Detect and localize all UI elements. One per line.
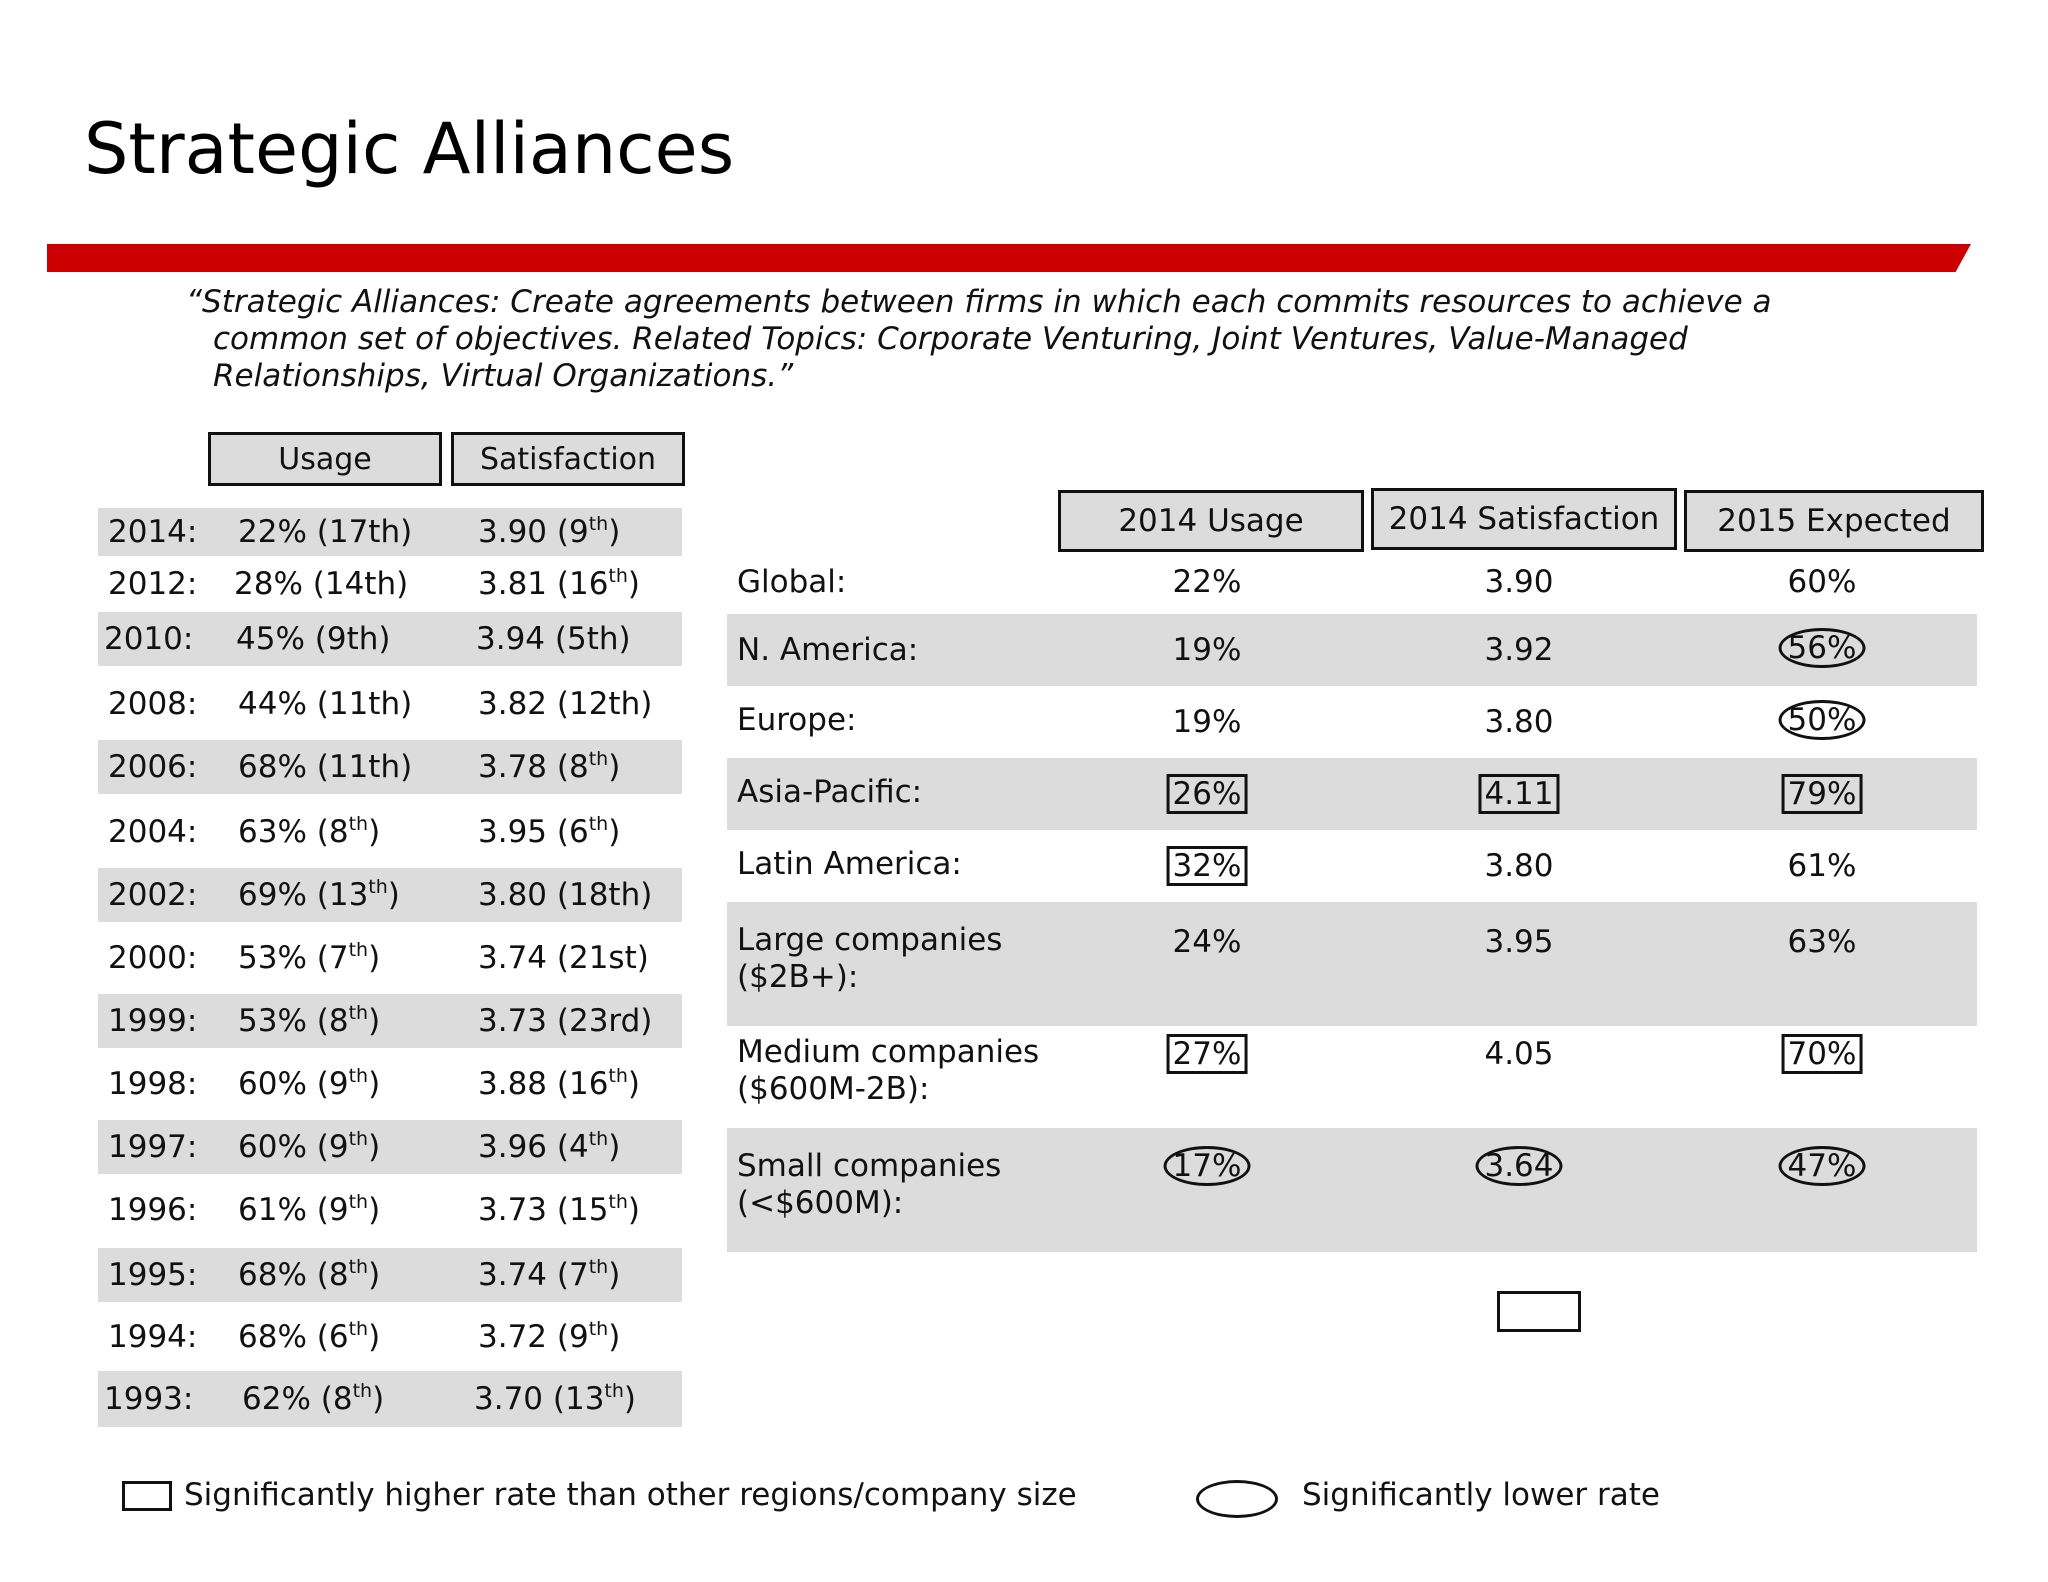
quote-line-2: common set of objectives. Related Topics: Corporate Venturing, Joint Ventures, Value-Managed	[213, 321, 1688, 357]
history-satisfaction: 3.90 (9th)	[478, 513, 621, 550]
history-usage: 28% (14th)	[234, 566, 409, 602]
history-usage: 44% (11th)	[238, 686, 413, 722]
region-satisfaction: 3.95	[1484, 924, 1554, 960]
region-label: Medium companies ($600M-2B):	[737, 1034, 1040, 1107]
region-expected: 50%	[1779, 700, 1866, 740]
region-row-small-companies	[727, 1128, 1977, 1252]
region-satisfaction: 4.11	[1478, 774, 1559, 814]
history-row	[98, 558, 682, 610]
history-row	[98, 868, 682, 922]
history-usage: 68% (6th)	[238, 1318, 381, 1355]
history-usage: 68% (8th)	[238, 1256, 381, 1293]
history-row	[98, 612, 682, 666]
region-satisfaction: 3.92	[1484, 632, 1554, 668]
history-year: 2014:	[108, 514, 198, 550]
history-row	[98, 932, 682, 984]
history-row	[98, 1248, 682, 1302]
history-usage-header: Usage	[208, 432, 442, 486]
history-satisfaction: 3.73 (23rd)	[478, 1003, 653, 1039]
history-usage: 68% (11th)	[238, 749, 413, 785]
region-usage: 17%	[1164, 1146, 1251, 1186]
history-usage: 60% (9th)	[238, 1128, 381, 1165]
region-label: Latin America:	[737, 846, 962, 882]
history-usage: 53% (8th)	[238, 1002, 381, 1039]
history-year: 2008:	[108, 686, 198, 722]
region-expected: 60%	[1787, 564, 1857, 600]
history-row	[98, 1311, 682, 1363]
region-usage-header: 2014 Usage	[1058, 490, 1364, 552]
empty-rectangle-shape	[1497, 1291, 1581, 1332]
region-row-north-america	[727, 614, 1977, 686]
history-satisfaction: 3.78 (8th)	[478, 748, 621, 785]
region-label: Asia-Pacific:	[737, 774, 923, 810]
history-satisfaction: 3.81 (16th)	[478, 565, 641, 602]
history-year: 2006:	[108, 749, 198, 785]
history-row	[98, 1371, 682, 1427]
region-expected-header: 2015 Expected	[1684, 490, 1984, 552]
region-satisfaction-header: 2014 Satisfaction	[1371, 488, 1677, 550]
history-satisfaction: 3.96 (4th)	[478, 1128, 621, 1165]
history-row	[98, 994, 682, 1048]
region-label: Large companies ($2B+):	[737, 922, 1003, 995]
history-satisfaction: 3.80 (18th)	[478, 877, 653, 913]
history-row	[98, 678, 682, 730]
region-label: Europe:	[737, 702, 857, 738]
legend-lower-text: Significantly lower rate	[1302, 1477, 1660, 1513]
region-usage: 19%	[1172, 704, 1242, 740]
region-satisfaction: 3.80	[1484, 848, 1554, 884]
region-usage: 27%	[1167, 1034, 1248, 1074]
region-usage: 32%	[1167, 846, 1248, 886]
region-row-europe	[727, 686, 1977, 758]
title-divider-bar	[47, 244, 1971, 272]
history-usage: 22% (17th)	[238, 514, 413, 550]
region-label: Small companies (<$600M):	[737, 1148, 1002, 1221]
history-row	[98, 1120, 682, 1174]
history-usage: 53% (7th)	[238, 939, 381, 976]
region-satisfaction: 3.80	[1484, 704, 1554, 740]
history-row	[98, 508, 682, 556]
region-satisfaction: 4.05	[1484, 1036, 1554, 1072]
quote-line-1: “Strategic Alliances: Create agreements between firms in which each commits resources to achieve a	[186, 284, 1772, 320]
history-year: 1998:	[108, 1066, 198, 1102]
region-expected: 79%	[1782, 774, 1863, 814]
history-year: 1996:	[108, 1192, 198, 1228]
history-year: 1994:	[108, 1319, 198, 1355]
region-row-medium-companies	[727, 1026, 1977, 1128]
lower-rate-oval-icon	[1196, 1480, 1278, 1518]
region-expected: 70%	[1782, 1034, 1863, 1074]
region-label: Global:	[737, 564, 847, 600]
history-satisfaction: 3.88 (16th)	[478, 1065, 641, 1102]
region-satisfaction: 3.64	[1475, 1146, 1562, 1186]
history-satisfaction: 3.94 (5th)	[476, 621, 631, 657]
page-title: Strategic Alliances	[84, 108, 735, 190]
region-row-large-companies	[727, 902, 1977, 1026]
history-row	[98, 1058, 682, 1110]
history-satisfaction: 3.72 (9th)	[478, 1318, 621, 1355]
legend-higher-text: Significantly higher rate than other regions/company size	[184, 1477, 1077, 1513]
history-year: 1997:	[108, 1129, 198, 1165]
history-year: 2004:	[108, 814, 198, 850]
history-satisfaction: 3.82 (12th)	[478, 686, 653, 722]
history-row	[98, 806, 682, 858]
region-row-asia-pacific	[727, 758, 1977, 830]
region-usage: 22%	[1172, 564, 1242, 600]
history-satisfaction: 3.70 (13th)	[474, 1380, 637, 1417]
history-usage: 69% (13th)	[238, 876, 400, 913]
history-satisfaction: 3.74 (21st)	[478, 940, 649, 976]
higher-rate-rectangle-icon	[122, 1481, 172, 1511]
region-satisfaction: 3.90	[1484, 564, 1554, 600]
definition-quote	[186, 284, 1786, 395]
history-year: 2002:	[108, 877, 198, 913]
history-usage: 60% (9th)	[238, 1065, 381, 1102]
history-usage: 61% (9th)	[238, 1191, 381, 1228]
history-row	[98, 740, 682, 794]
history-satisfaction-header: Satisfaction	[451, 432, 685, 486]
region-usage: 26%	[1167, 774, 1248, 814]
region-expected: 56%	[1779, 628, 1866, 668]
region-expected: 61%	[1787, 848, 1857, 884]
history-usage: 62% (8th)	[242, 1380, 385, 1417]
region-label: N. America:	[737, 632, 919, 668]
history-year: 2010:	[104, 621, 194, 657]
history-usage: 63% (8th)	[238, 813, 381, 850]
history-year: 2012:	[108, 566, 198, 602]
region-row-latin-america	[727, 830, 1977, 902]
history-satisfaction: 3.95 (6th)	[478, 813, 621, 850]
history-usage: 45% (9th)	[236, 621, 391, 657]
region-expected: 63%	[1787, 924, 1857, 960]
region-row-global	[727, 562, 1977, 620]
quote-line-3: Relationships, Virtual Organizations.”	[213, 358, 794, 394]
history-year: 1995:	[108, 1257, 198, 1293]
history-satisfaction: 3.74 (7th)	[478, 1256, 621, 1293]
history-year: 1999:	[108, 1003, 198, 1039]
history-row	[98, 1184, 682, 1236]
region-usage: 24%	[1172, 924, 1242, 960]
history-satisfaction: 3.73 (15th)	[478, 1191, 641, 1228]
history-year: 2000:	[108, 940, 198, 976]
history-year: 1993:	[104, 1381, 194, 1417]
region-usage: 19%	[1172, 632, 1242, 668]
region-expected: 47%	[1779, 1146, 1866, 1186]
